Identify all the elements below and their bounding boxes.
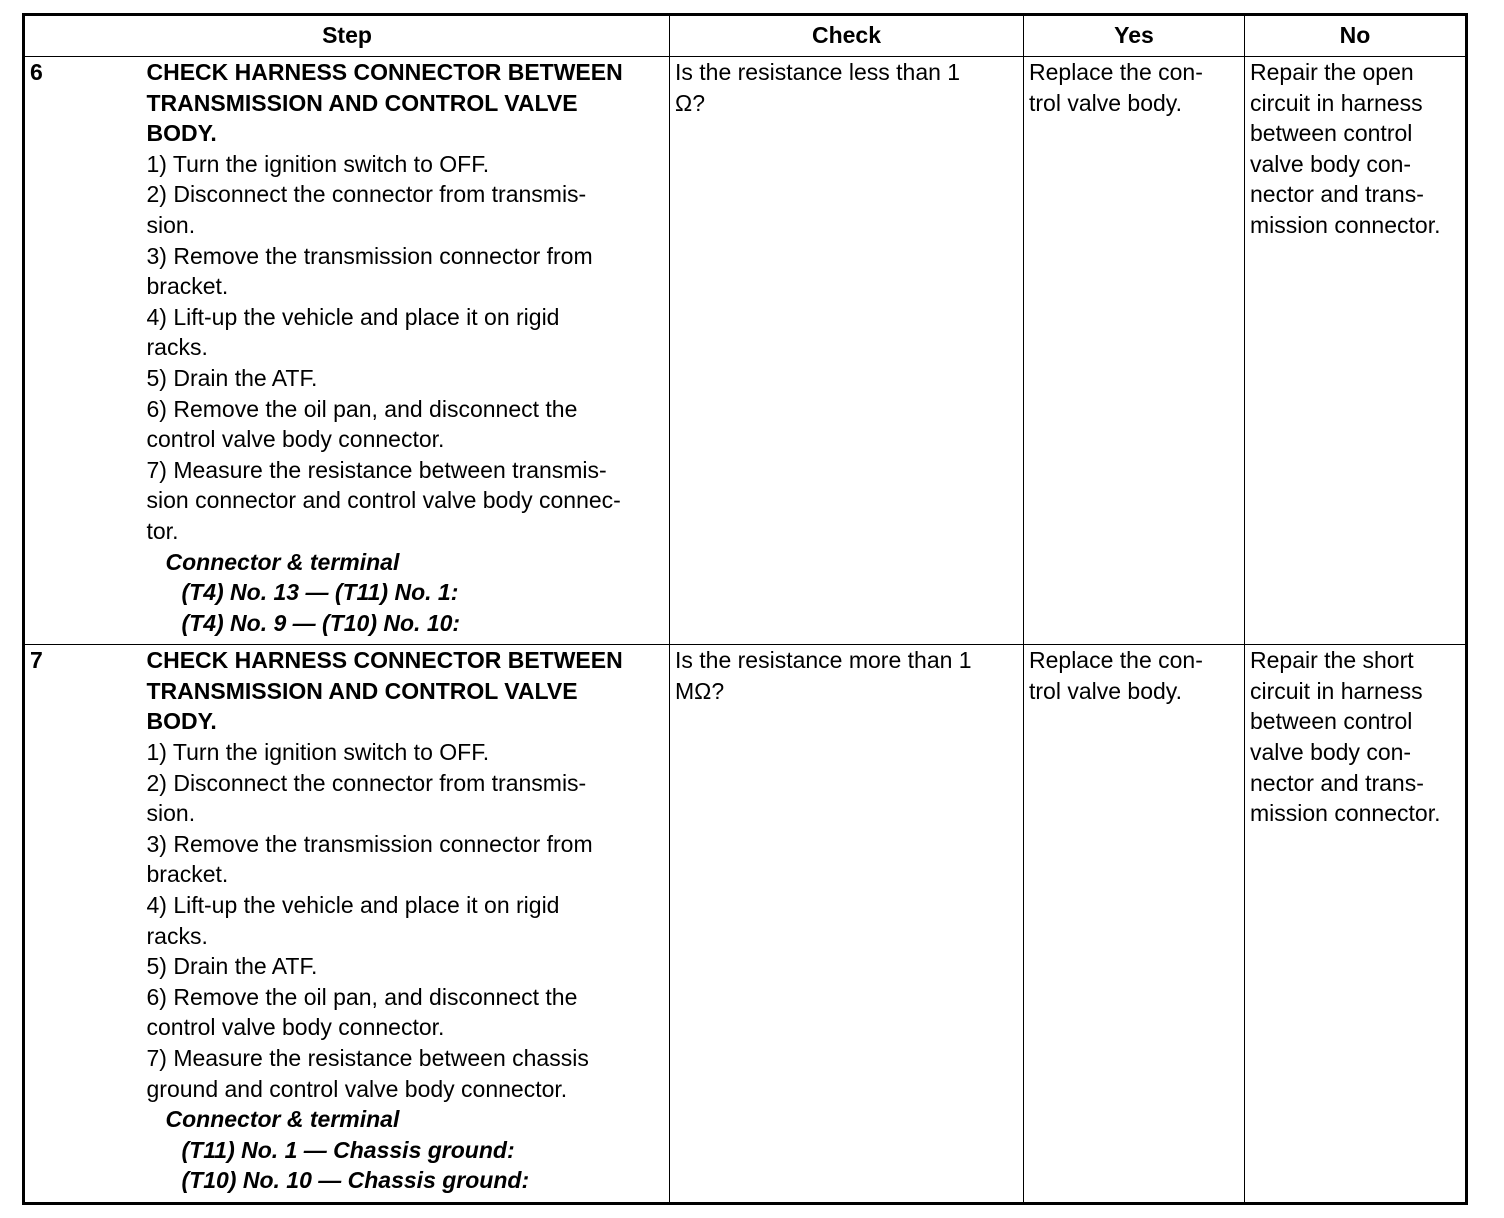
no-cell xyxy=(1245,645,1467,1204)
connector-terminal-title: Connector & terminal xyxy=(165,1106,400,1133)
procedure-line: 6) Remove the oil pan, and disconnect the xyxy=(146,395,578,422)
procedure-line: sion connector and control valve body connec- xyxy=(146,487,621,514)
check-line: Is the resistance less than 1 xyxy=(675,59,961,85)
procedure-line: tor. xyxy=(146,517,179,544)
check-line: MΩ? xyxy=(675,677,725,704)
header-yes: Yes xyxy=(1024,15,1245,57)
header-row xyxy=(24,15,1467,57)
procedure-line: sion. xyxy=(146,211,196,238)
procedure-line: 5) Drain the ATF. xyxy=(146,364,318,391)
no-line: mission connector. xyxy=(1250,800,1441,827)
connector-terminal-line: (T4) No. 13 — (T11) No. 1: xyxy=(181,579,459,606)
yes-line: Replace the con- xyxy=(1029,59,1203,85)
procedure-line: 4) Lift-up the vehicle and place it on rigid xyxy=(146,303,560,330)
header-no: No xyxy=(1245,15,1467,57)
yes-cell xyxy=(1024,57,1245,645)
step-heading: BODY. xyxy=(146,708,217,735)
procedure-line: bracket. xyxy=(146,861,229,888)
no-line: mission connector. xyxy=(1250,211,1441,238)
procedure-line: 2) Disconnect the connector from transmis- xyxy=(146,181,587,208)
no-line: between control xyxy=(1250,120,1413,147)
procedure-line: 4) Lift-up the vehicle and place it on rigid xyxy=(146,892,560,919)
no-line: nector and trans- xyxy=(1250,769,1424,796)
connector-terminal-line: (T10) No. 10 — Chassis ground: xyxy=(181,1167,530,1194)
step-heading: BODY. xyxy=(146,120,217,147)
step-number: 7 xyxy=(24,645,147,1204)
procedure-line: 3) Remove the transmission connector from xyxy=(146,830,593,857)
step-heading: TRANSMISSION AND CONTROL VALVE xyxy=(146,677,578,704)
header-step: Step xyxy=(24,15,670,57)
procedure-line: 1) Turn the ignition switch to OFF. xyxy=(146,739,490,766)
procedure-line: 5) Drain the ATF. xyxy=(146,953,318,980)
check-line: Is the resistance more than 1 xyxy=(675,647,972,674)
yes-line: trol valve body. xyxy=(1029,677,1182,704)
check-cell xyxy=(670,645,1024,1204)
yes-cell xyxy=(1024,645,1245,1204)
procedure-line: bracket. xyxy=(146,273,229,300)
no-line: valve body con- xyxy=(1250,150,1412,177)
no-line: circuit in harness xyxy=(1250,89,1423,116)
no-line: nector and trans- xyxy=(1250,181,1424,208)
step-heading: TRANSMISSION AND CONTROL VALVE xyxy=(146,89,578,116)
procedure-line: ground and control valve body connector. xyxy=(146,1075,568,1102)
step-content xyxy=(147,645,670,1204)
step-heading: CHECK HARNESS CONNECTOR BETWEEN xyxy=(146,647,623,674)
step-content xyxy=(147,57,670,645)
yes-line: trol valve body. xyxy=(1029,89,1182,116)
no-line: between control xyxy=(1250,708,1413,735)
procedure-line: control valve body connector. xyxy=(146,1014,445,1041)
yes-line: Replace the con- xyxy=(1029,647,1203,674)
check-cell xyxy=(670,57,1024,645)
no-line: valve body con- xyxy=(1250,739,1412,766)
procedure-line: 1) Turn the ignition switch to OFF. xyxy=(146,150,490,177)
no-line: Repair the open xyxy=(1250,59,1414,85)
no-line: Repair the short xyxy=(1250,647,1414,674)
procedure-line: 6) Remove the oil pan, and disconnect the xyxy=(146,983,578,1010)
no-cell xyxy=(1245,57,1467,645)
procedure-line: 7) Measure the resistance between chassis xyxy=(146,1045,589,1071)
no-line: circuit in harness xyxy=(1250,677,1423,704)
step-heading: CHECK HARNESS CONNECTOR BETWEEN xyxy=(146,59,623,85)
header-check: Check xyxy=(670,15,1024,57)
diagnostic-table xyxy=(22,13,1468,1205)
connector-terminal-line: (T11) No. 1 — Chassis ground: xyxy=(181,1136,515,1163)
connector-terminal-line: (T4) No. 9 — (T10) No. 10: xyxy=(181,609,461,636)
step-number: 6 xyxy=(24,57,147,645)
procedure-line: racks. xyxy=(146,922,208,949)
connector-terminal-title: Connector & terminal xyxy=(165,548,400,575)
procedure-line: racks. xyxy=(146,334,208,361)
procedure-line: sion. xyxy=(146,800,196,827)
procedure-line: 3) Remove the transmission connector from xyxy=(146,242,593,269)
table-row xyxy=(24,645,1467,1204)
check-line: Ω? xyxy=(675,89,705,116)
table-row xyxy=(24,57,1467,645)
procedure-line: 2) Disconnect the connector from transmis- xyxy=(146,769,587,796)
procedure-line: 7) Measure the resistance between transmis- xyxy=(146,456,607,483)
procedure-line: control valve body connector. xyxy=(146,426,445,453)
